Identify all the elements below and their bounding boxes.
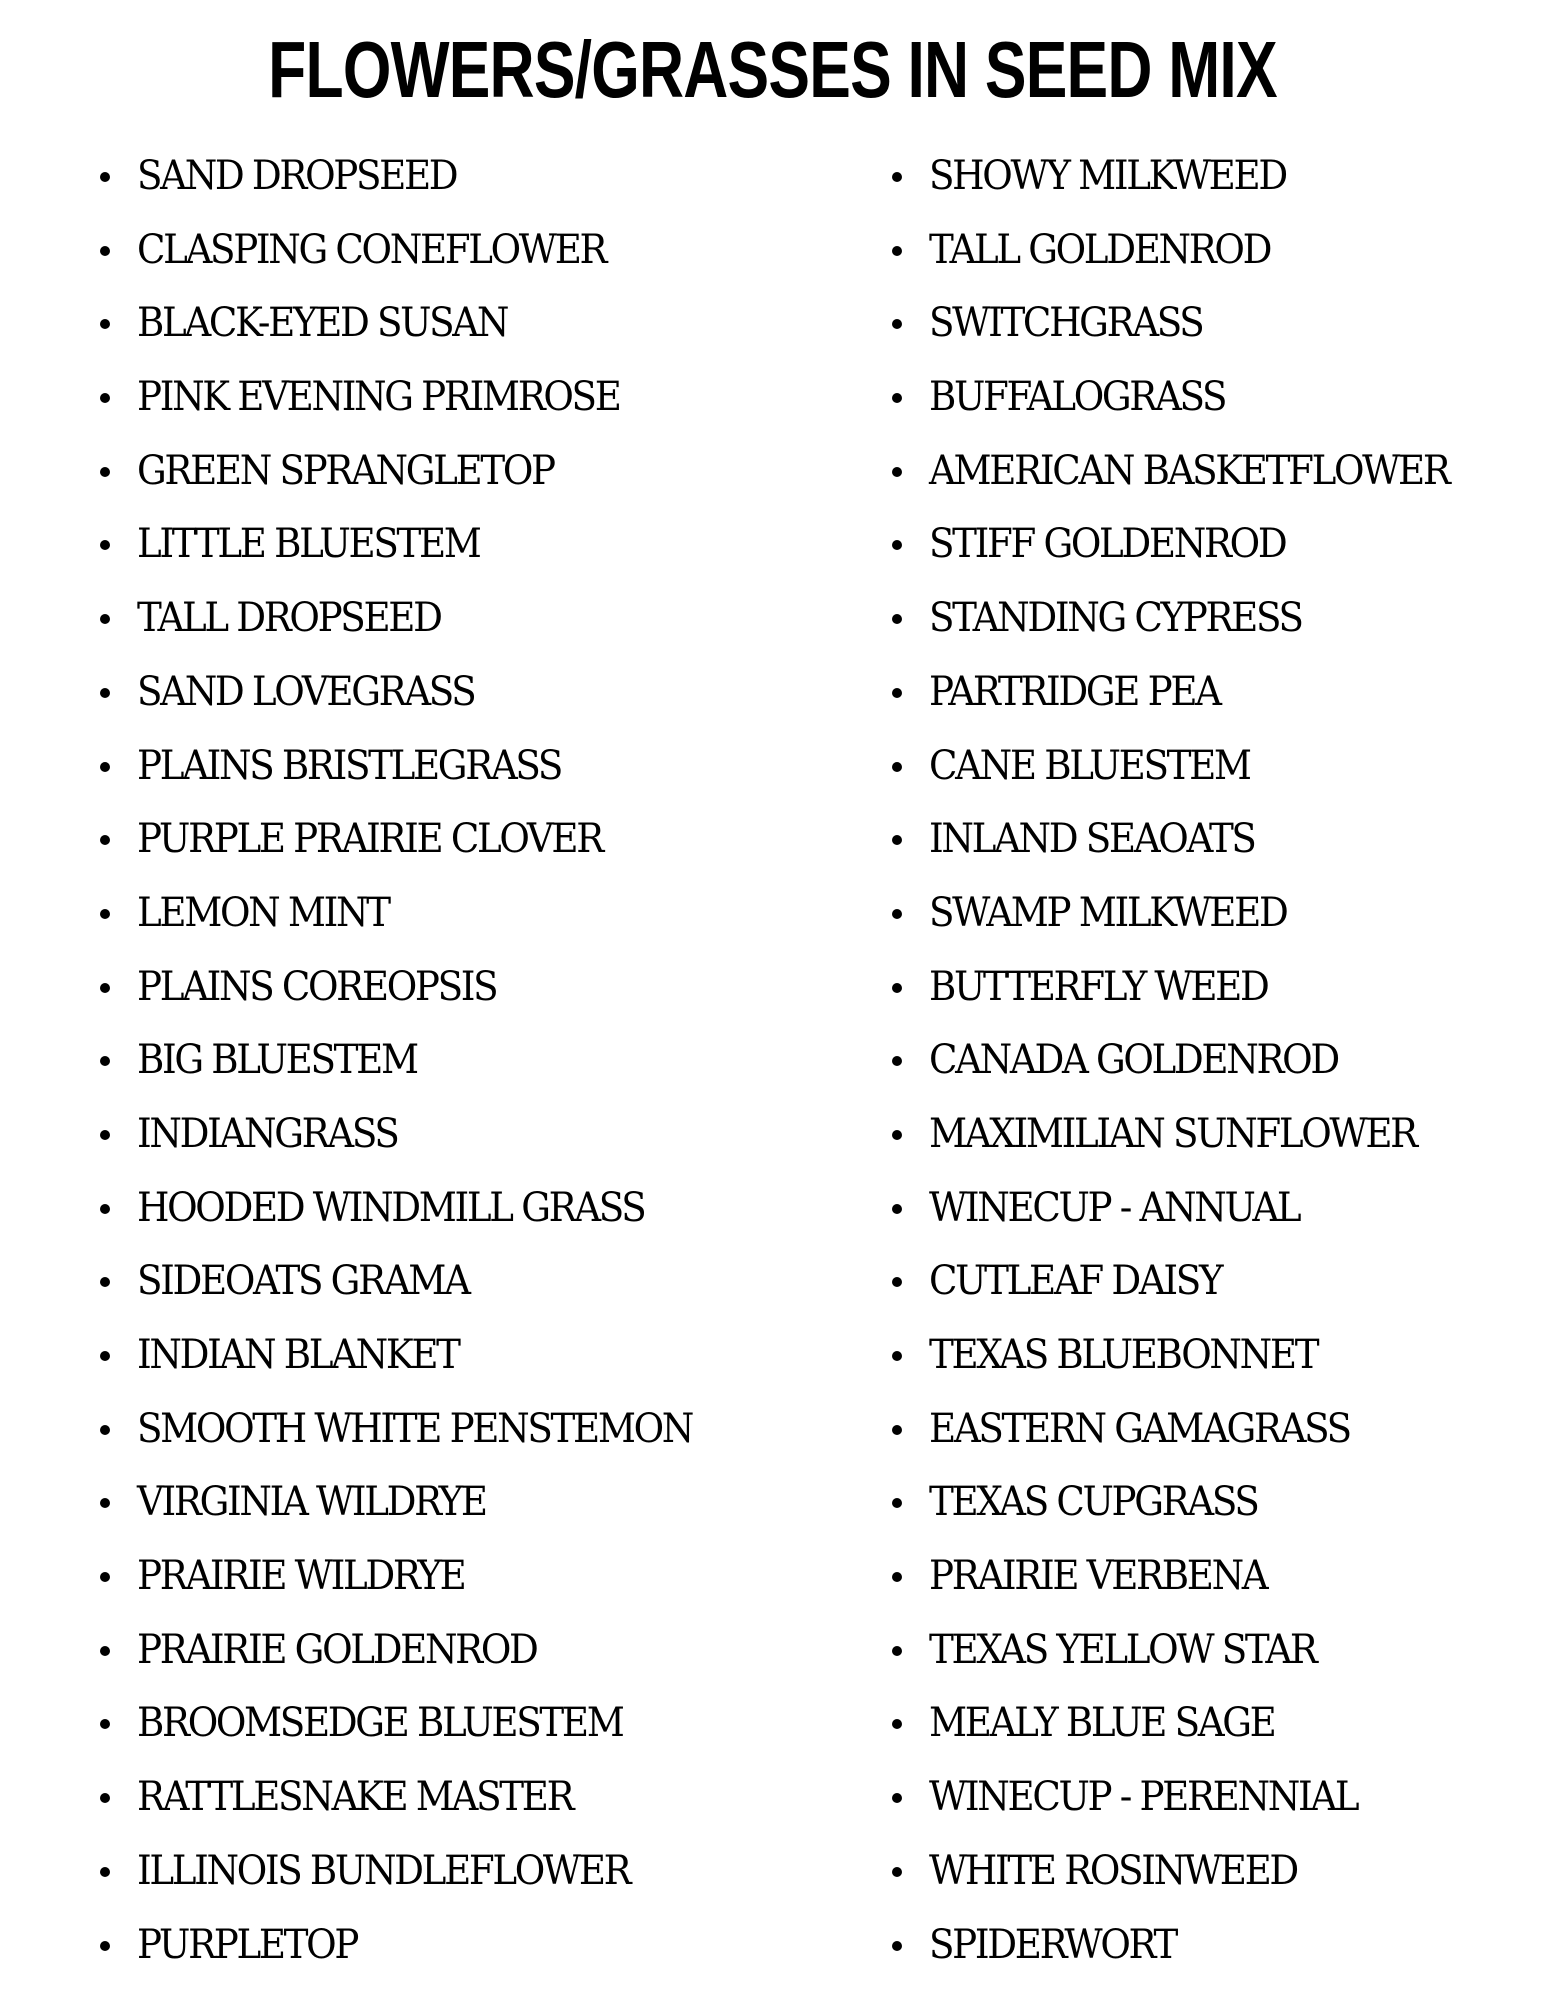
bullet-icon xyxy=(100,1425,110,1435)
plant-name: TALL DROPSEED xyxy=(137,595,441,642)
bullet-icon xyxy=(100,1793,110,1803)
plant-name: PURPLETOP xyxy=(137,1921,358,1968)
bullet-icon xyxy=(892,1719,902,1729)
list-item xyxy=(100,1466,800,1540)
bullet-icon xyxy=(892,983,902,993)
plant-name: PRAIRIE VERBENA xyxy=(929,1553,1267,1600)
list-item xyxy=(892,1614,1512,1688)
list-item xyxy=(892,1393,1512,1467)
list-item xyxy=(100,803,800,877)
plant-name: MEALY BLUE SAGE xyxy=(929,1700,1275,1747)
list-item xyxy=(892,1172,1512,1246)
list-item xyxy=(100,1024,800,1098)
list-item xyxy=(100,1393,800,1467)
list-item xyxy=(100,1319,800,1393)
list-item xyxy=(892,1098,1512,1172)
list-item xyxy=(892,877,1512,951)
plant-name: SWAMP MILKWEED xyxy=(929,889,1287,936)
plant-name: AMERICAN BASKETFLOWER xyxy=(929,447,1449,494)
plant-name: PARTRIDGE PEA xyxy=(929,668,1220,715)
bullet-icon xyxy=(100,467,110,477)
bullet-icon xyxy=(892,1056,902,1066)
bullet-icon xyxy=(100,1719,110,1729)
plant-name: STIFF GOLDENROD xyxy=(929,521,1286,568)
bullet-icon xyxy=(100,1646,110,1656)
list-item xyxy=(100,508,800,582)
plant-name: TALL GOLDENROD xyxy=(929,226,1271,273)
plant-name: VIRGINIA WILDRYE xyxy=(137,1479,486,1526)
list-item xyxy=(892,361,1512,435)
bullet-icon xyxy=(892,246,902,256)
bullet-icon xyxy=(892,1646,902,1656)
bullet-icon xyxy=(892,1572,902,1582)
plant-name: WINECUP - PERENNIAL xyxy=(929,1774,1358,1821)
bullet-icon xyxy=(100,246,110,256)
list-item xyxy=(892,656,1512,730)
plant-name: LITTLE BLUESTEM xyxy=(137,521,480,568)
list-item xyxy=(100,1540,800,1614)
list-item xyxy=(892,1835,1512,1909)
list-item xyxy=(892,1761,1512,1835)
plant-name: SIDEOATS GRAMA xyxy=(137,1258,469,1305)
bullet-icon xyxy=(100,319,110,329)
bullet-icon xyxy=(892,172,902,182)
plant-name: SPIDERWORT xyxy=(929,1921,1177,1968)
list-item xyxy=(892,140,1512,214)
bullet-icon xyxy=(892,1351,902,1361)
bullet-icon xyxy=(892,909,902,919)
list-item xyxy=(100,1245,800,1319)
bullet-icon xyxy=(100,172,110,182)
plant-name: SHOWY MILKWEED xyxy=(929,153,1286,199)
plant-name: TEXAS CUPGRASS xyxy=(929,1479,1258,1526)
plant-name: TEXAS YELLOW STAR xyxy=(929,1626,1316,1673)
bullet-icon xyxy=(892,1204,902,1214)
bullet-icon xyxy=(100,688,110,698)
plant-name: BIG BLUESTEM xyxy=(137,1037,417,1084)
plant-name: CANADA GOLDENROD xyxy=(929,1037,1338,1084)
bullet-icon xyxy=(100,1277,110,1287)
plant-name: STANDING CYPRESS xyxy=(929,595,1302,642)
plant-name: HOODED WINDMILL GRASS xyxy=(137,1184,645,1231)
list-item xyxy=(892,1687,1512,1761)
plant-name: PURPLE PRAIRIE CLOVER xyxy=(137,816,602,863)
list-item xyxy=(100,951,800,1025)
list-item xyxy=(100,1687,800,1761)
plant-name: INDIANGRASS xyxy=(137,1110,398,1157)
plant-name: INDIAN BLANKET xyxy=(137,1332,459,1378)
bullet-icon xyxy=(100,1056,110,1066)
list-item xyxy=(892,435,1512,509)
list-item xyxy=(892,1319,1512,1393)
bullet-icon xyxy=(892,319,902,329)
bullet-icon xyxy=(892,1941,902,1951)
bullet-icon xyxy=(100,1941,110,1951)
plant-name: PINK EVENING PRIMROSE xyxy=(137,374,620,421)
bullet-icon xyxy=(100,1867,110,1877)
bullet-icon xyxy=(892,1277,902,1287)
plant-name: PLAINS COREOPSIS xyxy=(137,963,497,1010)
plant-name: RATTLESNAKE MASTER xyxy=(137,1774,573,1821)
list-item xyxy=(100,877,800,951)
list-item xyxy=(892,951,1512,1025)
bullet-icon xyxy=(100,1204,110,1214)
list-item xyxy=(100,361,800,435)
list-item xyxy=(892,287,1512,361)
list-item xyxy=(892,1909,1512,1983)
bullet-icon xyxy=(100,1498,110,1508)
plant-name: SMOOTH WHITE PENSTEMON xyxy=(137,1405,692,1452)
bullet-icon xyxy=(892,762,902,772)
plant-name: ILLINOIS BUNDLEFLOWER xyxy=(137,1847,630,1894)
plant-name: CLASPING CONEFLOWER xyxy=(137,226,606,273)
bullet-icon xyxy=(100,540,110,550)
plant-name: BLACK-EYED SUSAN xyxy=(137,300,508,347)
bullet-icon xyxy=(892,688,902,698)
plant-name: SWITCHGRASS xyxy=(929,300,1203,347)
bullet-icon xyxy=(892,835,902,845)
plant-name: PLAINS BRISTLEGRASS xyxy=(137,742,562,789)
list-item xyxy=(100,1761,800,1835)
bullet-icon xyxy=(100,1572,110,1582)
list-item xyxy=(100,1614,800,1688)
list-item xyxy=(892,1466,1512,1540)
plant-name: SAND DROPSEED xyxy=(137,153,457,199)
bullet-icon xyxy=(892,614,902,624)
list-item xyxy=(100,656,800,730)
bullet-icon xyxy=(892,1425,902,1435)
page-title: FLOWERS/GRASSES IN SEED MIX xyxy=(268,25,1277,114)
plant-name: MAXIMILIAN SUNFLOWER xyxy=(929,1110,1416,1157)
bullet-icon xyxy=(100,762,110,772)
list-item xyxy=(892,582,1512,656)
plant-name: GREEN SPRANGLETOP xyxy=(137,447,554,494)
list-item xyxy=(100,1835,800,1909)
list-item xyxy=(100,435,800,509)
list-item xyxy=(100,140,800,214)
bullet-icon xyxy=(100,983,110,993)
plant-name: CUTLEAF DAISY xyxy=(929,1258,1222,1305)
left-plant-list xyxy=(100,140,800,1982)
bullet-icon xyxy=(892,1867,902,1877)
list-item xyxy=(892,508,1512,582)
bullet-icon xyxy=(892,1130,902,1140)
list-item xyxy=(100,287,800,361)
list-item xyxy=(100,1909,800,1983)
list-item xyxy=(892,214,1512,288)
bullet-icon xyxy=(100,614,110,624)
bullet-icon xyxy=(892,1498,902,1508)
plant-name: BROOMSEDGE BLUESTEM xyxy=(137,1700,623,1747)
plant-name: CANE BLUESTEM xyxy=(929,742,1250,789)
plant-name: BUFFALOGRASS xyxy=(929,374,1226,421)
bullet-icon xyxy=(892,393,902,403)
plant-name: TEXAS BLUEBONNET xyxy=(929,1332,1318,1378)
list-item xyxy=(100,582,800,656)
list-item xyxy=(892,1540,1512,1614)
bullet-icon xyxy=(100,909,110,919)
list-item xyxy=(100,214,800,288)
plant-name: BUTTERFLY WEED xyxy=(929,963,1268,1010)
bullet-icon xyxy=(100,835,110,845)
bullet-icon xyxy=(892,467,902,477)
plant-name: INLAND SEAOATS xyxy=(929,816,1255,863)
right-plant-list xyxy=(892,140,1512,1982)
plant-name: LEMON MINT xyxy=(137,889,389,936)
list-item xyxy=(892,1245,1512,1319)
plant-name: PRAIRIE GOLDENROD xyxy=(137,1626,537,1673)
bullet-icon xyxy=(100,393,110,403)
list-item xyxy=(100,1098,800,1172)
plant-name: WHITE ROSINWEED xyxy=(929,1847,1297,1894)
list-item xyxy=(100,730,800,804)
plant-name: EASTERN GAMAGRASS xyxy=(929,1405,1350,1452)
plant-name: SAND LOVEGRASS xyxy=(137,668,475,715)
bullet-icon xyxy=(100,1351,110,1361)
bullet-icon xyxy=(892,1793,902,1803)
bullet-icon xyxy=(892,540,902,550)
list-item xyxy=(100,1172,800,1246)
list-item xyxy=(892,1024,1512,1098)
bullet-icon xyxy=(100,1130,110,1140)
plant-name: WINECUP - ANNUAL xyxy=(929,1184,1300,1231)
list-item xyxy=(892,730,1512,804)
plant-name: PRAIRIE WILDRYE xyxy=(137,1553,465,1600)
list-item xyxy=(892,803,1512,877)
